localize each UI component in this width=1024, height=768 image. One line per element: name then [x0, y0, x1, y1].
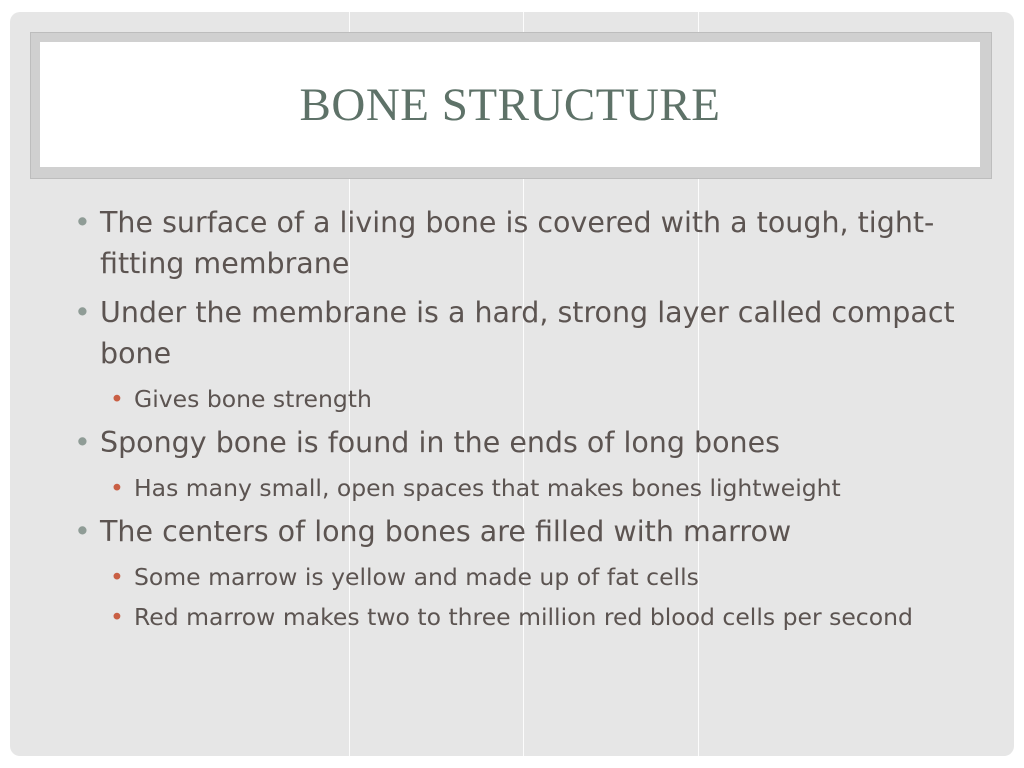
bullet-point: [72, 511, 972, 552]
bullet-marker: •: [74, 296, 91, 329]
sub-bullet-text: Has many small, open spaces that makes bones lightweight: [134, 474, 841, 502]
sub-bullet-marker: •: [110, 385, 124, 413]
sub-bullet-marker: •: [110, 474, 124, 502]
bullet-text: The surface of a living bone is covered with a tough, tight-fitting membrane: [100, 206, 935, 280]
sub-bullet-point: [72, 560, 972, 594]
sub-bullet-text: Some marrow is yellow and made up of fat cells: [134, 563, 699, 591]
sub-bullet-marker: •: [110, 563, 124, 591]
slide-title: BONE STRUCTURE: [299, 78, 721, 131]
bullet-text: Under the membrane is a hard, strong layer called compact bone: [100, 296, 955, 370]
bullet-point: [72, 202, 972, 284]
slide: [10, 12, 1014, 756]
sub-bullet-marker: •: [110, 603, 124, 631]
sub-bullet-point: [72, 471, 972, 505]
bullet-text: Spongy bone is found in the ends of long bones: [100, 426, 780, 459]
sub-bullet-text: Red marrow makes two to three million red blood cells per second: [134, 603, 913, 631]
bullet-marker: •: [74, 206, 91, 239]
sub-bullet-text: Gives bone strength: [134, 385, 372, 413]
bullet-text: The centers of long bones are filled with marrow: [100, 515, 792, 548]
title-frame: [30, 32, 992, 179]
bullet-list: [72, 202, 972, 640]
bullet-marker: •: [74, 426, 91, 459]
sub-bullet-point: [72, 382, 972, 416]
bullet-point: [72, 292, 972, 374]
sub-bullet-point: [72, 600, 972, 634]
title-box: [40, 42, 980, 167]
bullet-marker: •: [74, 515, 91, 548]
bullet-point: [72, 422, 972, 463]
